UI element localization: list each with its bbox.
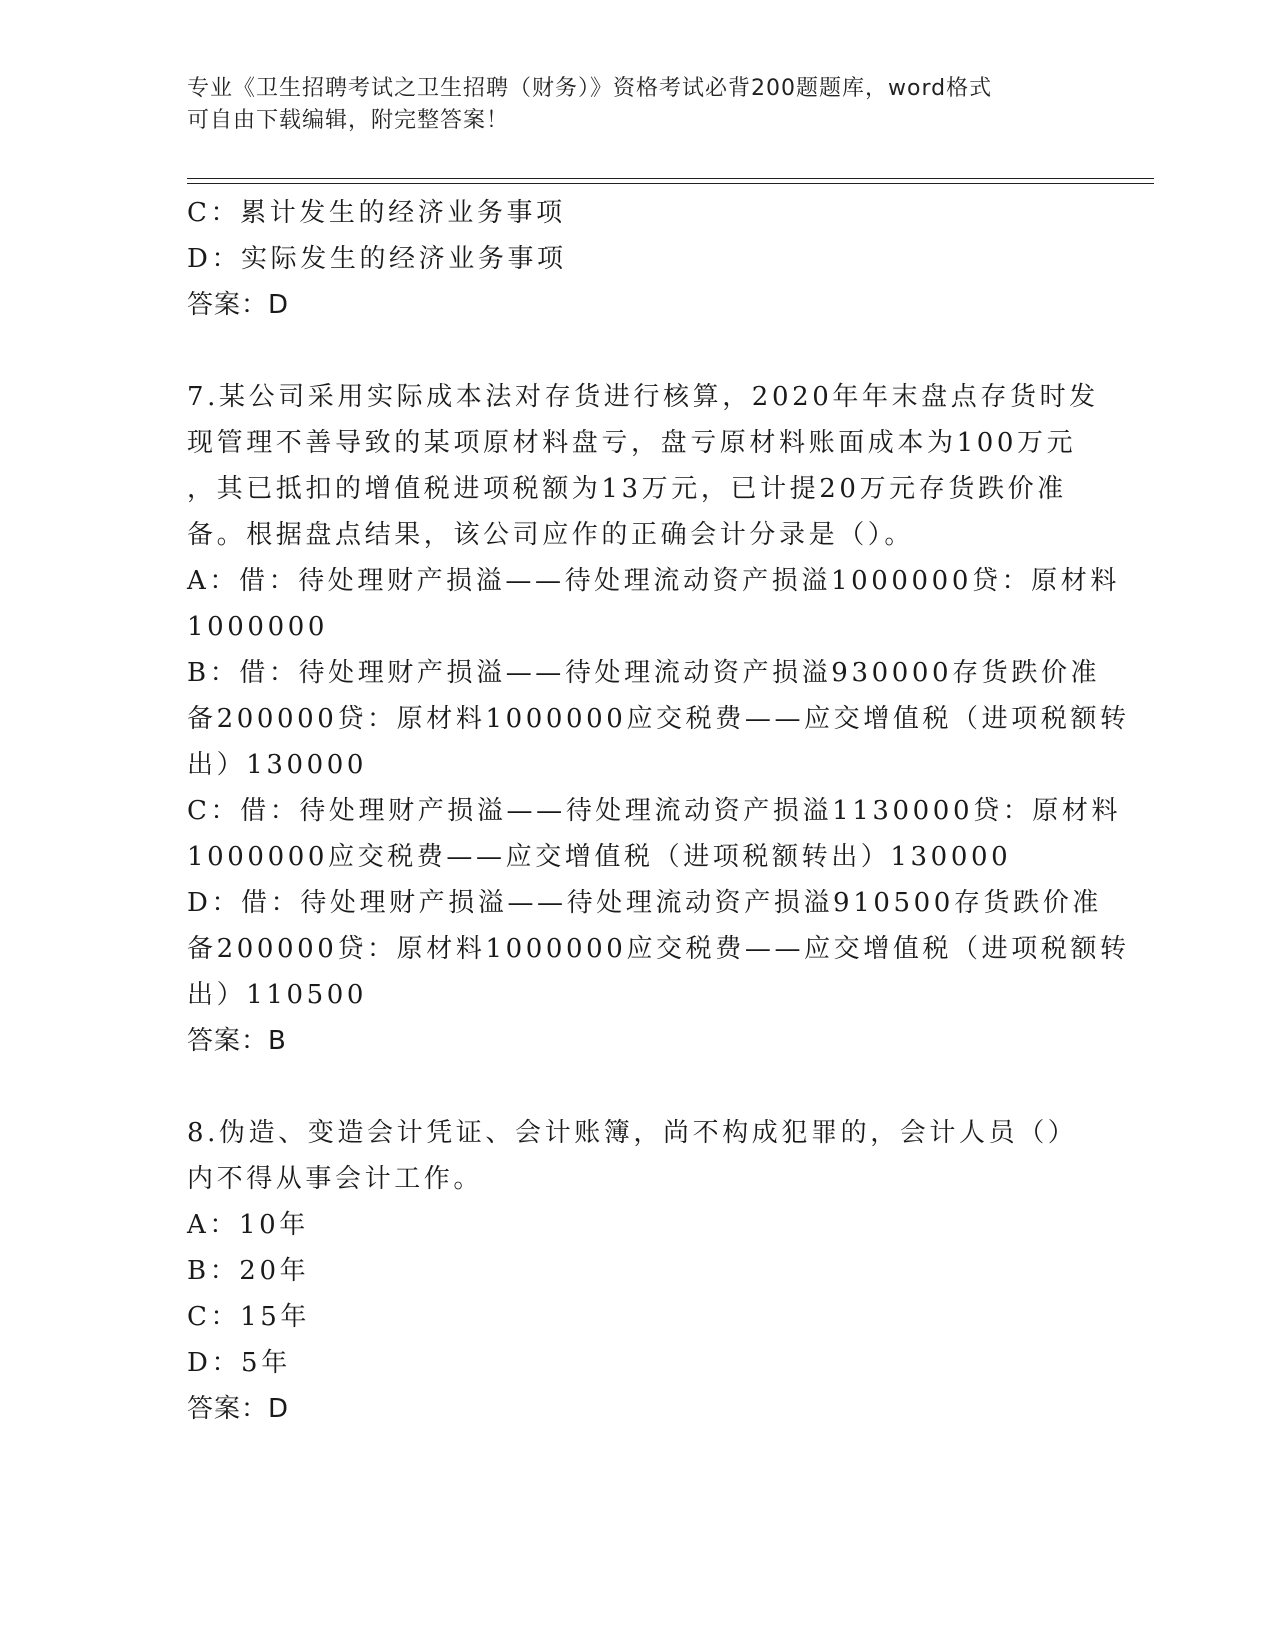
option-a: 1000000 [187, 612, 328, 642]
option-b: 备200000贷：原材料1000000应交税费——应交增值税（进项税额转 [187, 704, 1130, 734]
option-c: C：15年 [187, 1302, 310, 1332]
option-c: C：借：待处理财产损溢——待处理流动资产损溢1130000贷：原材料 [187, 796, 1122, 826]
question-stem-line: 备。根据盘点结果，该公司应作的正确会计分录是（）。 [187, 520, 915, 550]
option-d: D：5年 [187, 1348, 291, 1378]
header-rule-bottom [187, 183, 1154, 184]
option-b: B：借：待处理财产损溢——待处理流动资产损溢930000存货跌价准 [187, 658, 1101, 688]
option-b: 出）130000 [187, 750, 368, 780]
question-8 [187, 1110, 1087, 1432]
header-line-2: 可自由下载编辑，附完整答案！ [187, 108, 510, 133]
question-stem-line: 现管理不善导致的某项原材料盘亏，盘亏原材料账面成本为100万元 [187, 428, 1077, 458]
answer: 答案：B [187, 1026, 287, 1056]
document-header [187, 73, 1067, 137]
question-stem-line: 7.某公司采用实际成本法对存货进行核算，2020年年末盘点存货时发 [187, 382, 1099, 412]
option-d: D：借：待处理财产损溢——待处理流动资产损溢910500存货跌价准 [187, 888, 1102, 918]
option-c: 1000000应交税费——应交增值税（进项税额转出）130000 [187, 842, 1012, 872]
option-d: D：实际发生的经济业务事项 [187, 244, 567, 274]
question-gap [187, 1064, 1087, 1110]
header-rule-top [187, 178, 1154, 179]
question-7 [187, 374, 1130, 1064]
option-a: A：借：待处理财产损溢——待处理流动资产损溢1000000贷：原材料 [187, 566, 1120, 596]
document-body [187, 190, 1130, 1432]
option-a: A：10年 [187, 1210, 309, 1240]
question-stem-line: 内不得从事会计工作。 [187, 1164, 484, 1194]
answer: 答案：D [187, 1394, 290, 1424]
header-line-1: 专业《卫生招聘考试之卫生招聘（财务）》资格考试必背200题题库，word格式 [187, 76, 993, 101]
previous-question-tail [187, 190, 1087, 328]
question-stem-line: 8.伪造、变造会计凭证、会计账簿，尚不构成犯罪的，会计人员（） [187, 1118, 1078, 1148]
option-b: B：20年 [187, 1256, 310, 1286]
option-d: 备200000贷：原材料1000000应交税费——应交增值税（进项税额转 [187, 934, 1130, 964]
answer: 答案：D [187, 290, 290, 320]
question-gap [187, 328, 1087, 374]
option-c: C：累计发生的经济业务事项 [187, 198, 566, 228]
option-d: 出）110500 [187, 980, 368, 1010]
question-stem-line: ，其已抵扣的增值税进项税额为13万元，已计提20万元存货跌价准 [187, 474, 1067, 504]
